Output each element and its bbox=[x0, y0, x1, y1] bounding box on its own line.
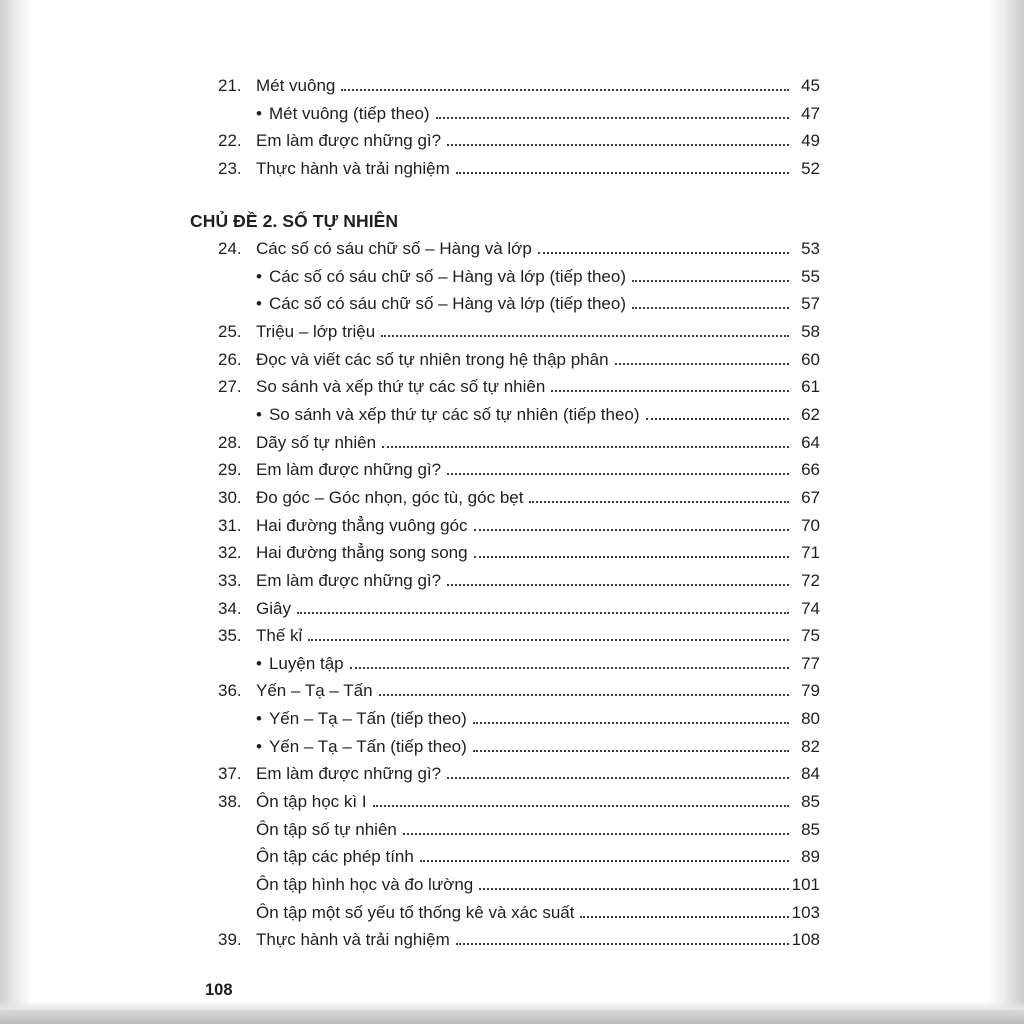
toc-entry bbox=[218, 926, 820, 954]
entry-title: Ôn tập hình học và đo lường bbox=[256, 874, 474, 894]
toc-entry bbox=[256, 401, 820, 429]
dot-leader bbox=[308, 639, 789, 641]
dot-leader bbox=[297, 612, 789, 614]
toc-entry bbox=[256, 290, 820, 318]
entry-number: 28. bbox=[218, 432, 242, 452]
dot-leader bbox=[580, 916, 788, 918]
entry-page-number: 75 bbox=[801, 626, 820, 646]
entry-page-number: 53 bbox=[801, 239, 820, 259]
entry-title: Các số có sáu chữ số – Hàng và lớp (tiếp theo) bbox=[268, 294, 626, 314]
toc-entry bbox=[218, 539, 820, 567]
entry-title: Ôn tập số tự nhiên bbox=[256, 819, 397, 839]
entry-title: Luyện tập bbox=[268, 653, 344, 673]
entry-title: Em làm được những gì? bbox=[256, 460, 442, 480]
entry-title: Mét vuông bbox=[256, 76, 336, 95]
entry-number: 23. bbox=[218, 158, 242, 178]
entry-number: 21. bbox=[218, 76, 242, 95]
bullet-icon: • bbox=[256, 266, 262, 286]
toc-entry bbox=[218, 235, 820, 263]
toc-entry bbox=[218, 567, 820, 595]
entry-title: Thế kỉ bbox=[256, 626, 303, 646]
toc-entry bbox=[256, 843, 820, 871]
entry-number: 37. bbox=[218, 764, 242, 784]
dot-leader bbox=[447, 584, 789, 586]
toc-entry bbox=[256, 705, 820, 733]
entry-title: Giây bbox=[256, 598, 291, 618]
entry-title: Triệu – lớp triệu bbox=[256, 322, 376, 342]
bullet-icon: • bbox=[256, 405, 262, 425]
dot-leader bbox=[456, 172, 789, 174]
toc-entry bbox=[256, 263, 820, 291]
entry-title: Ôn tập học kì I bbox=[256, 792, 367, 812]
dot-leader bbox=[447, 473, 789, 475]
dot-leader bbox=[538, 252, 789, 254]
entry-title: So sánh và xếp thứ tự các số tự nhiên bbox=[256, 377, 546, 397]
entry-page-number: 103 bbox=[791, 902, 820, 922]
bullet-icon: • bbox=[256, 653, 262, 673]
dot-leader bbox=[436, 117, 789, 119]
dot-leader bbox=[632, 280, 789, 282]
entry-page-number: 55 bbox=[801, 266, 820, 286]
entry-title: Yến – Tạ – Tấn (tiếp theo) bbox=[268, 709, 467, 729]
entry-page-number: 108 bbox=[791, 930, 820, 950]
entry-page-number: 77 bbox=[801, 653, 820, 673]
entry-number: 24. bbox=[218, 239, 242, 259]
entry-page-number: 62 bbox=[801, 405, 820, 425]
toc-list bbox=[190, 72, 820, 954]
entry-page-number: 71 bbox=[801, 543, 820, 563]
entry-title: Yến – Tạ – Tấn bbox=[256, 681, 373, 701]
table-of-contents bbox=[190, 72, 820, 954]
entry-title: Các số có sáu chữ số – Hàng và lớp bbox=[256, 239, 532, 259]
entry-page-number: 57 bbox=[801, 294, 820, 314]
entry-title: Các số có sáu chữ số – Hàng và lớp (tiếp theo) bbox=[268, 266, 626, 286]
entry-page-number: 82 bbox=[801, 736, 820, 756]
toc-entry bbox=[256, 816, 820, 844]
page-edge-bottom-fade bbox=[0, 1000, 1024, 1010]
entry-number: 22. bbox=[218, 131, 242, 151]
entry-number: 35. bbox=[218, 626, 242, 646]
bullet-icon: • bbox=[256, 709, 262, 729]
toc-entry bbox=[218, 155, 820, 183]
entry-title: Em làm được những gì? bbox=[256, 764, 442, 784]
footer-page-number: 108 bbox=[205, 981, 233, 999]
entry-number: 38. bbox=[218, 792, 242, 812]
bullet-icon: • bbox=[256, 294, 262, 314]
entry-page-number: 66 bbox=[801, 460, 820, 480]
entry-page-number: 47 bbox=[801, 103, 820, 123]
toc-entry bbox=[218, 760, 820, 788]
page-edge-left bbox=[0, 0, 32, 1024]
dot-leader bbox=[632, 307, 789, 309]
dot-leader bbox=[382, 446, 789, 448]
entry-number: 39. bbox=[218, 930, 242, 950]
dot-leader bbox=[350, 667, 789, 669]
entry-title: Đo góc – Góc nhọn, góc tù, góc bẹt bbox=[256, 487, 524, 507]
entry-number: 31. bbox=[218, 515, 242, 535]
dot-leader bbox=[456, 943, 789, 945]
entry-number: 25. bbox=[218, 322, 242, 342]
entry-page-number: 52 bbox=[801, 158, 820, 178]
entry-page-number: 74 bbox=[801, 598, 820, 618]
entry-title: So sánh và xếp thứ tự các số tự nhiên (tiếp theo) bbox=[268, 405, 640, 425]
toc-entry bbox=[218, 127, 820, 155]
entry-number: 34. bbox=[218, 598, 242, 618]
entry-page-number: 67 bbox=[801, 487, 820, 507]
page-edge-bottom bbox=[0, 1010, 1024, 1024]
entry-page-number: 70 bbox=[801, 515, 820, 535]
toc-entry bbox=[218, 512, 820, 540]
entry-page-number: 79 bbox=[801, 681, 820, 701]
entry-title: Mét vuông (tiếp theo) bbox=[268, 103, 430, 123]
entry-title: Em làm được những gì? bbox=[256, 131, 442, 151]
toc-entry bbox=[256, 100, 820, 128]
dot-leader bbox=[403, 833, 789, 835]
dot-leader bbox=[646, 418, 789, 420]
dot-leader bbox=[473, 750, 789, 752]
toc-entry bbox=[256, 733, 820, 761]
entry-page-number: 64 bbox=[801, 432, 820, 452]
entry-title: Hai đường thẳng song song bbox=[256, 543, 468, 563]
entry-title: Thực hành và trải nghiệm bbox=[256, 930, 450, 950]
entry-title: Yến – Tạ – Tấn (tiếp theo) bbox=[268, 736, 467, 756]
dot-leader bbox=[551, 390, 789, 392]
dot-leader bbox=[420, 860, 789, 862]
dot-leader bbox=[473, 722, 789, 724]
entry-page-number: 101 bbox=[791, 874, 820, 894]
entry-number: 26. bbox=[218, 349, 242, 369]
entry-number: 33. bbox=[218, 570, 242, 590]
dot-leader bbox=[447, 144, 789, 146]
toc-entry bbox=[218, 456, 820, 484]
entry-page-number: 45 bbox=[801, 76, 820, 95]
entry-number: 29. bbox=[218, 460, 242, 480]
dot-leader bbox=[474, 556, 789, 558]
toc-entry bbox=[256, 871, 820, 899]
toc-entry bbox=[218, 622, 820, 650]
entry-number: 32. bbox=[218, 543, 242, 563]
dot-leader bbox=[379, 694, 789, 696]
dot-leader bbox=[615, 363, 789, 365]
entry-title: Thực hành và trải nghiệm bbox=[256, 158, 450, 178]
toc-entry bbox=[218, 318, 820, 346]
dot-leader bbox=[381, 335, 789, 337]
toc-entry bbox=[218, 595, 820, 623]
chapter-heading: CHỦ ĐỀ 2. SỐ TỰ NHIÊN bbox=[190, 210, 399, 231]
toc-entry bbox=[218, 429, 820, 457]
toc-entry bbox=[218, 677, 820, 705]
entry-page-number: 61 bbox=[801, 377, 820, 397]
entry-page-number: 72 bbox=[801, 570, 820, 590]
entry-title: Đọc và viết các số tự nhiên trong hệ thập phân bbox=[256, 349, 609, 369]
toc-entry bbox=[218, 788, 820, 816]
dot-leader bbox=[373, 805, 789, 807]
toc-entry bbox=[256, 899, 820, 927]
entry-page-number: 60 bbox=[801, 349, 820, 369]
toc-entry bbox=[218, 346, 820, 374]
bullet-icon: • bbox=[256, 736, 262, 756]
entry-page-number: 80 bbox=[801, 709, 820, 729]
entry-page-number: 85 bbox=[801, 819, 820, 839]
entry-page-number: 49 bbox=[801, 131, 820, 151]
entry-title: Em làm được những gì? bbox=[256, 570, 442, 590]
toc-entry bbox=[218, 373, 820, 401]
dot-leader bbox=[341, 89, 789, 91]
bullet-icon: • bbox=[256, 103, 262, 123]
page-edge-right bbox=[988, 0, 1024, 1024]
entry-number: 27. bbox=[218, 377, 242, 397]
toc-entry bbox=[218, 72, 820, 100]
entry-page-number: 89 bbox=[801, 847, 820, 867]
entry-number: 30. bbox=[218, 487, 242, 507]
toc-entry bbox=[256, 650, 820, 678]
entry-title: Ôn tập một số yếu tố thống kê và xác suất bbox=[256, 902, 575, 922]
entry-title: Dãy số tự nhiên bbox=[256, 432, 377, 452]
entry-page-number: 84 bbox=[801, 764, 820, 784]
toc-entry bbox=[218, 484, 820, 512]
entry-page-number: 58 bbox=[801, 322, 820, 342]
dot-leader bbox=[474, 529, 789, 531]
dot-leader bbox=[479, 888, 788, 890]
entry-page-number: 85 bbox=[801, 792, 820, 812]
entry-number: 36. bbox=[218, 681, 242, 701]
dot-leader bbox=[447, 777, 789, 779]
dot-leader bbox=[529, 501, 789, 503]
entry-title: Hai đường thẳng vuông góc bbox=[256, 515, 468, 535]
entry-title: Ôn tập các phép tính bbox=[256, 847, 414, 867]
